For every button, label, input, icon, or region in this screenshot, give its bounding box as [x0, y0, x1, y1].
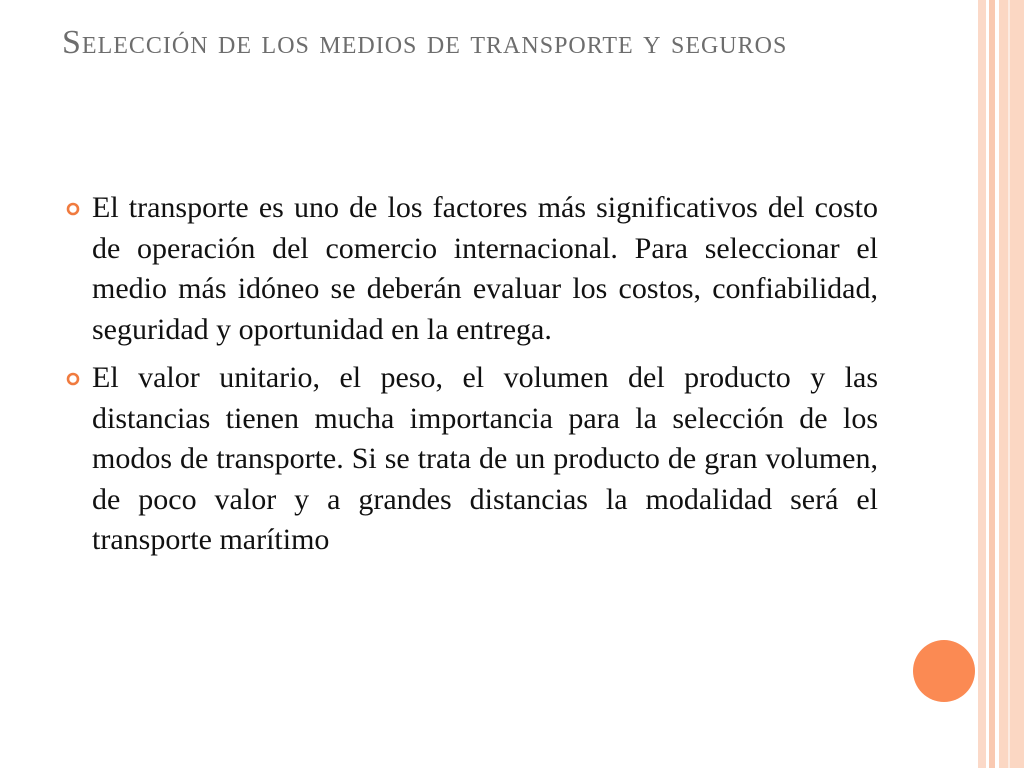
bullet-item [62, 358, 878, 561]
accent-circle [913, 640, 975, 702]
bullet-text: El transporte es uno de los factores más significativos del costo de operación del comercio internacional. Para seleccionar el medio más idóneo se deberán evaluar los costos, confiabilidad, seguridad y oportunidad en la entrega. [92, 191, 878, 346]
bullet-list [62, 188, 878, 569]
decorative-stripe [978, 0, 986, 768]
ring-bullet-icon [66, 372, 80, 386]
decorative-stripe [1008, 0, 1010, 768]
ring-bullet-icon [66, 202, 80, 216]
bullet-text: El valor unitario, el peso, el volumen del producto y las distancias tienen mucha importancia para la selección de los modos de transporte. Si se trata de un producto de gran volumen, de poco valor y a grandes distancias la modalidad será el transporte marítimo [92, 361, 878, 556]
slide-title: Selección de los medios de transporte y seguros [62, 24, 788, 61]
bullet-item [62, 188, 878, 350]
decorative-stripe [999, 0, 1024, 768]
